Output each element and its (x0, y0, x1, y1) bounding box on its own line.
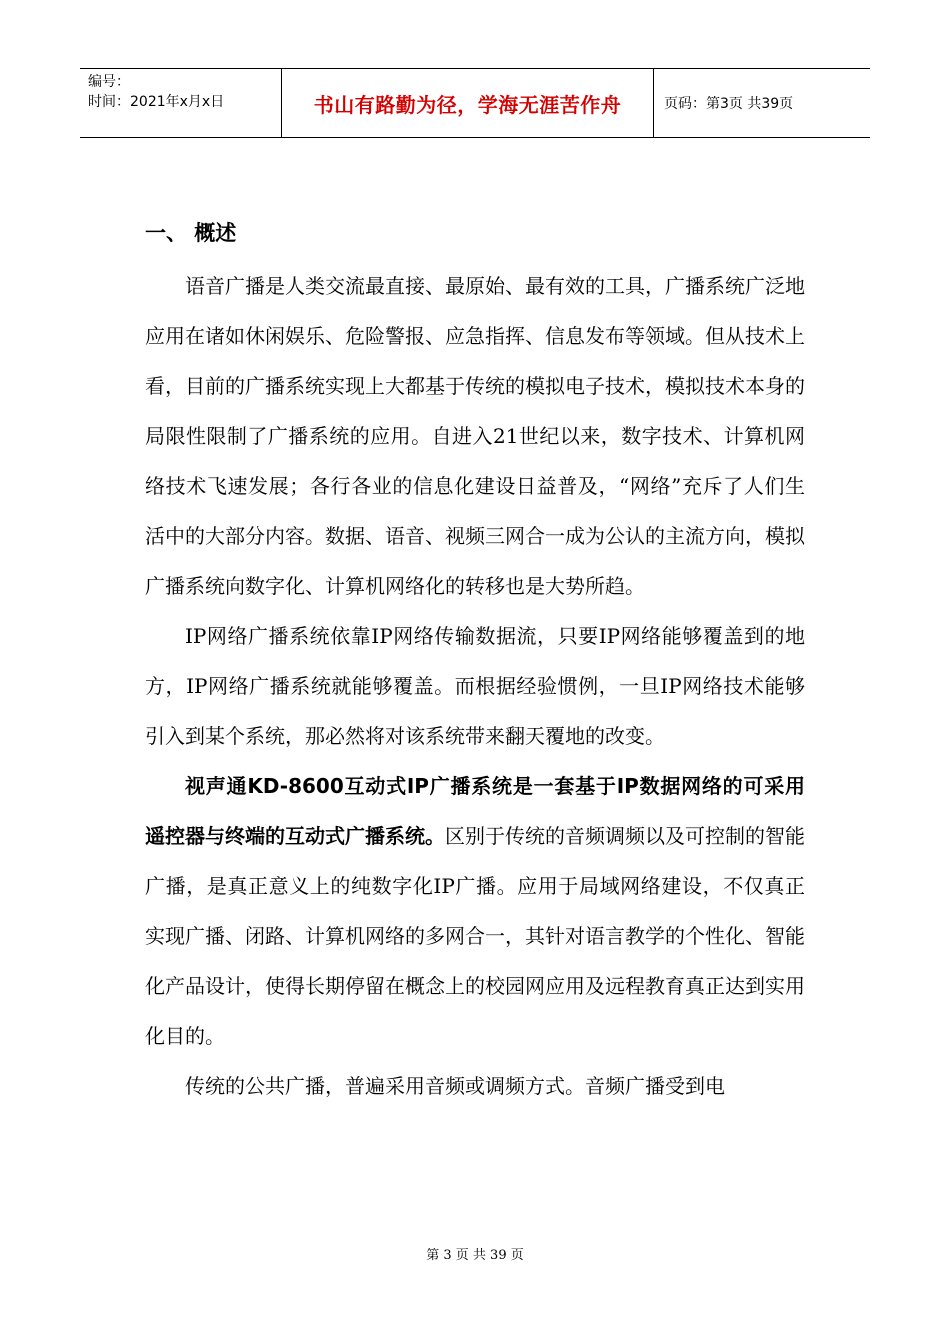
header-motto: 书山有路勤为径，学海无涯苦作舟 (313, 92, 622, 117)
document-body (145, 218, 805, 1111)
document-date-label: 时间：2021年x月x日 (88, 94, 225, 110)
paragraph-product-lead: 视声通KD-8600互动式IP广播系统是一套基于IP数据网络的可采用遥控器与终端的互动式广播系统。 (145, 774, 805, 848)
paragraph-product (145, 761, 805, 1061)
paragraph-traditional: 传统的公共广播，普遍采用音频或调频方式。音频广播受到电 (185, 1074, 725, 1098)
header-page-cell (654, 69, 870, 137)
document-number-label: 编号： (88, 74, 130, 90)
header-page-info: 页码：第3页 共39页 (664, 96, 794, 112)
section-heading: 一、 概述 (145, 221, 237, 245)
paragraph-ip-network: IP网络广播系统依靠IP网络传输数据流，只要IP网络能够覆盖到的地方，IP网络广播系统就能够覆盖。而根据经验惯例，一旦IP网络技术能够引入到某个系统，那必然将对该系统带来翻天覆地的改变。 (145, 624, 805, 748)
paragraph-intro: 语音广播是人类交流最直接、最原始、最有效的工具，广播系统广泛地应用在诸如休闲娱乐、危险警报、应急指挥、信息发布等领域。但从技术上看，目前的广播系统实现上大都基于传统的模拟电子技术，模拟技术本身的局限性限制了广播系统的应用。自进入21世纪以来，数字技术、计算机网络技术飞速发展；各行各业的信息化建设日益普及，“网络”充斥了人们生活中的大部分内容。数据、语音、视频三网合一成为公认的主流方向，模拟广播系统向数字化、计算机网络化的转移也是大势所趋。 (145, 274, 805, 598)
header-meta-cell (80, 69, 282, 137)
document-header-table (80, 68, 870, 138)
paragraph-product-text: 区别于传统的音频调频以及可控制的智能广播，是真正意义上的纯数字化IP广播。应用于局域网络建设，不仅真正实现广播、闭路、计算机网络的多网合一，其针对语言教学的个性化、智能化产品设计，使得长期停留在概念上的校园网应用及远程教育真正达到实用化目的。 (145, 824, 805, 1048)
header-motto-cell (282, 69, 654, 137)
page-footer: 第 3 页 共 39 页 (426, 1248, 524, 1263)
